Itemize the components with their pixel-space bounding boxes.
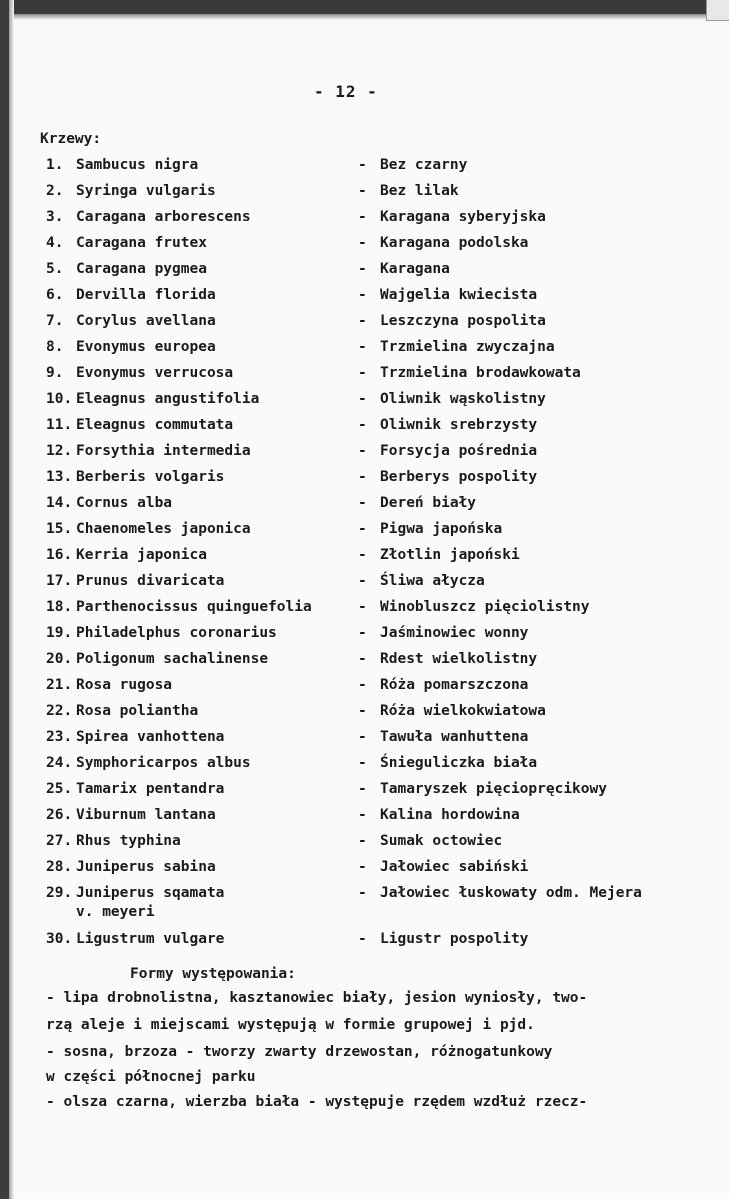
shrub-latin-name: Ligustrum vulgare xyxy=(76,931,225,947)
shrub-number: 1. xyxy=(46,157,64,173)
shrub-list xyxy=(46,152,716,952)
shrub-polish-name: Trzmielina zwyczajna xyxy=(380,339,555,355)
shrub-row xyxy=(46,152,716,178)
shrub-number: 29. xyxy=(46,885,73,901)
shrub-number: 13. xyxy=(46,469,73,485)
separator-dash: - xyxy=(358,625,367,641)
shrub-number: 5. xyxy=(46,261,64,277)
separator-dash: - xyxy=(358,391,367,407)
shrub-row xyxy=(46,308,716,334)
shrub-polish-name: Trzmielina brodawkowata xyxy=(380,365,581,381)
separator-dash: - xyxy=(358,209,367,225)
shrub-polish-name: Bez lilak xyxy=(380,183,459,199)
shrub-row xyxy=(46,360,716,386)
shrub-row xyxy=(46,178,716,204)
shrub-latin-name: Evonymus verrucosa xyxy=(76,365,234,381)
shrub-latin-name: Rhus typhina xyxy=(76,833,181,849)
separator-dash: - xyxy=(358,183,367,199)
shrub-number: 15. xyxy=(46,521,73,537)
shrub-latin-name: Poligonum sachalinense xyxy=(76,651,269,667)
shrub-row xyxy=(46,776,716,802)
shrub-polish-name: Berberys pospolity xyxy=(380,469,538,485)
shrub-row xyxy=(46,490,716,516)
shrub-row xyxy=(46,464,716,490)
separator-dash: - xyxy=(358,495,367,511)
shrub-number: 7. xyxy=(46,313,64,329)
shrub-latin-name: Spirea vanhottena xyxy=(76,729,225,745)
shrub-latin-name: Caragana arborescens xyxy=(76,209,251,225)
shrub-latin-name: Viburnum lantana xyxy=(76,807,216,823)
shrub-polish-name: Ligustr pospolity xyxy=(380,931,529,947)
shrub-polish-name: Jałowiec łuskowaty odm. Mejera xyxy=(380,885,642,901)
shrub-polish-name: Jałowiec sabiński xyxy=(380,859,529,875)
shrub-latin-name: Rosa poliantha xyxy=(76,703,199,719)
shrub-latin-name: Prunus divaricata xyxy=(76,573,225,589)
separator-dash: - xyxy=(358,261,367,277)
shrub-number: 11. xyxy=(46,417,73,433)
paragraph-line: - sosna, brzoza - tworzy zwarty drzewostan, różnogatunkowy xyxy=(46,1044,553,1060)
shrub-row xyxy=(46,724,716,750)
shrub-latin-name: Caragana pygmea xyxy=(76,261,207,277)
separator-dash: - xyxy=(358,885,367,901)
shrub-polish-name: Róża wielkokwiatowa xyxy=(380,703,546,719)
shrub-polish-name: Karagana syberyjska xyxy=(380,209,546,225)
shrub-row xyxy=(46,334,716,360)
shrub-number: 18. xyxy=(46,599,73,615)
shrub-row xyxy=(46,568,716,594)
shrub-latin-name: Sambucus nigra xyxy=(76,157,199,173)
shrub-row xyxy=(46,386,716,412)
shrub-number: 4. xyxy=(46,235,64,251)
shrub-polish-name: Jaśminowiec wonny xyxy=(380,625,529,641)
separator-dash: - xyxy=(358,521,367,537)
shrub-latin-name: Eleagnus commutata xyxy=(76,417,234,433)
shrub-number: 9. xyxy=(46,365,64,381)
shrub-polish-name: Karagana podolska xyxy=(380,235,529,251)
shrub-latin-name: Syringa vulgaris xyxy=(76,183,216,199)
shrub-polish-name: Leszczyna pospolita xyxy=(380,313,546,329)
shrub-latin-name: Corylus avellana xyxy=(76,313,216,329)
shrub-latin-variety: v. meyeri xyxy=(76,904,155,920)
shrub-polish-name: Karagana xyxy=(380,261,450,277)
shrub-latin-name: Juniperus sabina xyxy=(76,859,216,875)
separator-dash: - xyxy=(358,729,367,745)
shrub-polish-name: Rdest wielkolistny xyxy=(380,651,538,667)
shrub-number: 20. xyxy=(46,651,73,667)
paragraph-line: w części północnej parku xyxy=(46,1069,256,1085)
separator-dash: - xyxy=(358,677,367,693)
paragraph-line: - olsza czarna, wierzba biała - występuje rzędem wzdłuż rzecz- xyxy=(46,1094,588,1110)
shrub-polish-name: Kalina hordowina xyxy=(380,807,520,823)
shrub-number: 17. xyxy=(46,573,73,589)
shrub-latin-name: Forsythia intermedia xyxy=(76,443,251,459)
shrub-row xyxy=(46,438,716,464)
separator-dash: - xyxy=(358,651,367,667)
separator-dash: - xyxy=(358,755,367,771)
shrub-number: 10. xyxy=(46,391,73,407)
separator-dash: - xyxy=(358,859,367,875)
shrub-number: 21. xyxy=(46,677,73,693)
shrub-row xyxy=(46,542,716,568)
shrub-row xyxy=(46,880,716,926)
shrub-row xyxy=(46,620,716,646)
shrub-polish-name: Oliwnik wąskolistny xyxy=(380,391,546,407)
shrub-polish-name: Śnieguliczka biała xyxy=(380,755,538,771)
page-corner-tab xyxy=(706,0,729,21)
shrub-number: 28. xyxy=(46,859,73,875)
shrub-number: 30. xyxy=(46,931,73,947)
separator-dash: - xyxy=(358,781,367,797)
paragraph-line: rzą aleje i miejscami występują w formie grupowej i pjd. xyxy=(46,1017,535,1033)
shrub-number: 14. xyxy=(46,495,73,511)
shrub-polish-name: Tamaryszek pięciopręcikowy xyxy=(380,781,607,797)
separator-dash: - xyxy=(358,931,367,947)
shrub-latin-name: Berberis volgaris xyxy=(76,469,225,485)
separator-dash: - xyxy=(358,417,367,433)
separator-dash: - xyxy=(358,833,367,849)
shrub-number: 25. xyxy=(46,781,73,797)
shrub-polish-name: Śliwa ałycza xyxy=(380,573,485,589)
shrub-polish-name: Sumak octowiec xyxy=(380,833,503,849)
shrub-number: 8. xyxy=(46,339,64,355)
separator-dash: - xyxy=(358,547,367,563)
shrub-number: 6. xyxy=(46,287,64,303)
shrub-row xyxy=(46,230,716,256)
section-heading: Krzewy: xyxy=(40,131,102,147)
scan-left-edge xyxy=(0,0,9,1199)
shrub-row xyxy=(46,926,716,952)
shrub-row xyxy=(46,750,716,776)
shrub-polish-name: Złotlin japoński xyxy=(380,547,520,563)
forms-heading: Formy występowania: xyxy=(130,966,296,982)
shrub-number: 26. xyxy=(46,807,73,823)
shrub-latin-name: Dervilla florida xyxy=(76,287,216,303)
shrub-row xyxy=(46,802,716,828)
scan-top-shadow xyxy=(0,14,729,20)
shrub-latin-name: Kerria japonica xyxy=(76,547,207,563)
shrub-row xyxy=(46,282,716,308)
shrub-latin-name: Tamarix pentandra xyxy=(76,781,225,797)
shrub-row xyxy=(46,256,716,282)
page-number: - 12 - xyxy=(314,82,378,101)
shrub-polish-name: Róża pomarszczona xyxy=(380,677,529,693)
shrub-number: 3. xyxy=(46,209,64,225)
separator-dash: - xyxy=(358,443,367,459)
shrub-latin-name: Parthenocissus quinguefolia xyxy=(76,599,312,615)
shrub-latin-name: Juniperus sqamata xyxy=(76,885,225,901)
shrub-row xyxy=(46,672,716,698)
shrub-polish-name: Dereń biały xyxy=(380,495,477,511)
shrub-polish-name: Oliwnik srebrzysty xyxy=(380,417,538,433)
shrub-latin-name: Philadelphus coronarius xyxy=(76,625,277,641)
shrub-number: 2. xyxy=(46,183,64,199)
separator-dash: - xyxy=(358,807,367,823)
shrub-polish-name: Winobluszcz pięciolistny xyxy=(380,599,590,615)
shrub-polish-name: Wajgelia kwiecista xyxy=(380,287,538,303)
shrub-number: 16. xyxy=(46,547,73,563)
shrub-row xyxy=(46,698,716,724)
separator-dash: - xyxy=(358,339,367,355)
shrub-number: 27. xyxy=(46,833,73,849)
separator-dash: - xyxy=(358,235,367,251)
shrub-latin-name: Rosa rugosa xyxy=(76,677,173,693)
shrub-row xyxy=(46,204,716,230)
separator-dash: - xyxy=(358,287,367,303)
shrub-row xyxy=(46,828,716,854)
shrub-polish-name: Bez czarny xyxy=(380,157,468,173)
separator-dash: - xyxy=(358,599,367,615)
shrub-row xyxy=(46,594,716,620)
shrub-polish-name: Forsycja pośrednia xyxy=(380,443,538,459)
shrub-row xyxy=(46,516,716,542)
shrub-number: 19. xyxy=(46,625,73,641)
separator-dash: - xyxy=(358,469,367,485)
separator-dash: - xyxy=(358,313,367,329)
shrub-row xyxy=(46,854,716,880)
shrub-latin-name: Symphoricarpos albus xyxy=(76,755,251,771)
separator-dash: - xyxy=(358,157,367,173)
shrub-number: 22. xyxy=(46,703,73,719)
shrub-number: 24. xyxy=(46,755,73,771)
shrub-latin-name: Chaenomeles japonica xyxy=(76,521,251,537)
separator-dash: - xyxy=(358,703,367,719)
separator-dash: - xyxy=(358,365,367,381)
shrub-latin-name: Eleagnus angustifolia xyxy=(76,391,260,407)
shrub-number: 23. xyxy=(46,729,73,745)
shrub-latin-name: Cornus alba xyxy=(76,495,173,511)
shrub-latin-name: Evonymus europea xyxy=(76,339,216,355)
separator-dash: - xyxy=(358,573,367,589)
scan-top-edge xyxy=(0,0,729,14)
paragraph-line: - lipa drobnolistna, kasztanowiec biały, jesion wyniosły, two- xyxy=(46,990,588,1006)
shrub-row xyxy=(46,646,716,672)
shrub-number: 12. xyxy=(46,443,73,459)
shrub-latin-name: Caragana frutex xyxy=(76,235,207,251)
scan-left-shadow xyxy=(9,0,14,1199)
shrub-row xyxy=(46,412,716,438)
shrub-polish-name: Pigwa japońska xyxy=(380,521,503,537)
shrub-polish-name: Tawuła wanhuttena xyxy=(380,729,529,745)
